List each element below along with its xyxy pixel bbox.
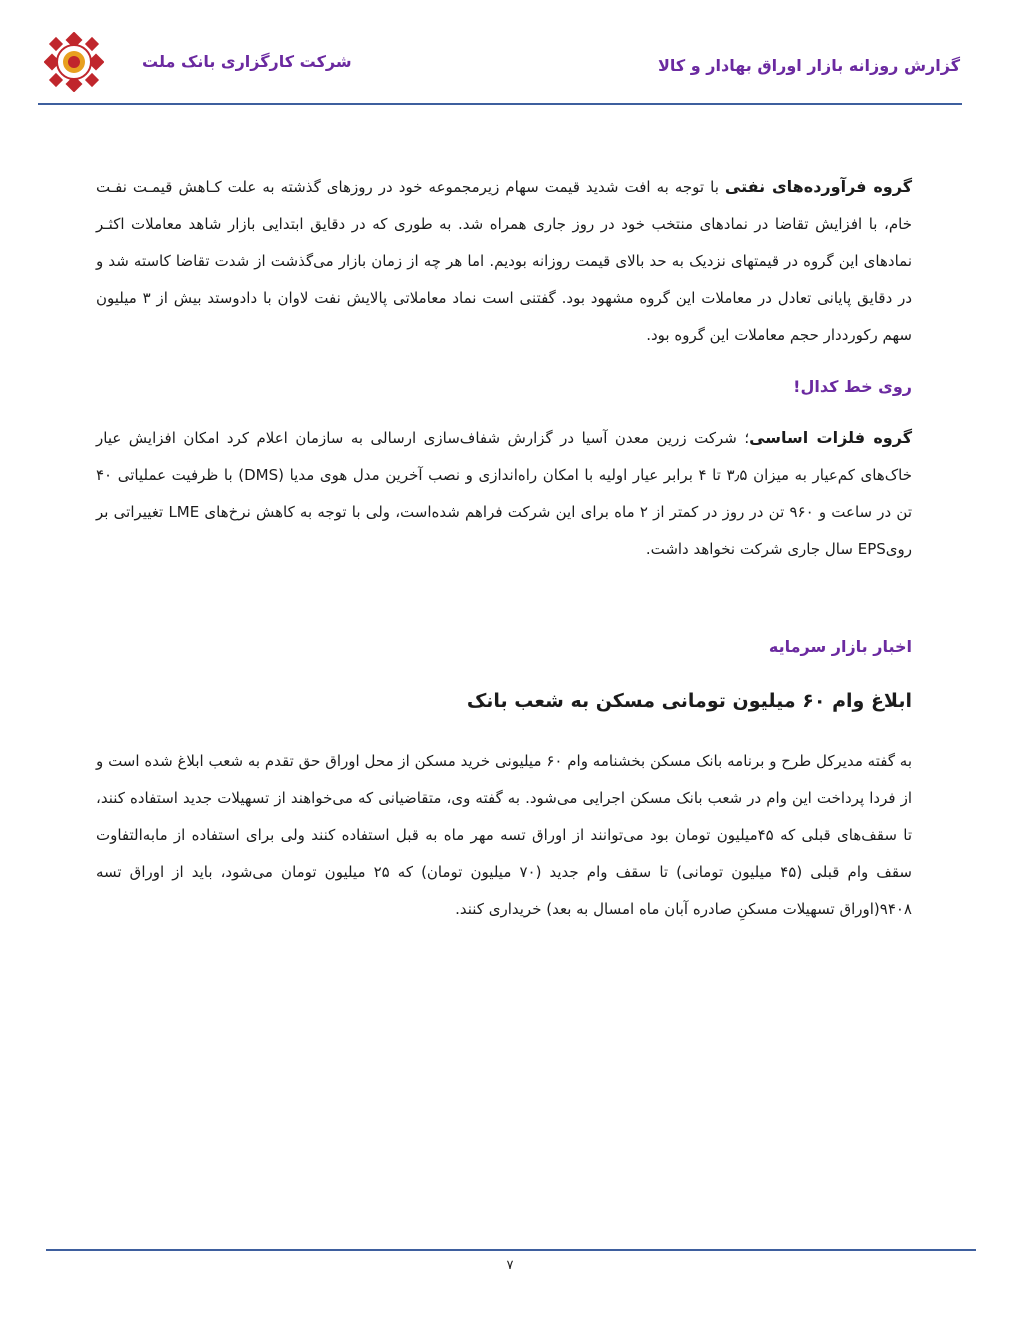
- footer-divider: [46, 1249, 976, 1251]
- report-title: گزارش روزانه بازار اوراق بهادار و کالا: [657, 56, 960, 75]
- page-number: ۷: [506, 1258, 514, 1273]
- basic-metals-paragraph: [96, 419, 912, 568]
- news-title: ابلاغ وام ۶۰ میلیون تومانی مسکن به شعب بانک: [466, 690, 912, 712]
- metals-group-text: ؛ شرکت زرین معدن آسیا در گزارش شفاف‌سازی ارسالی به سازمان اعلام کرد امکان افزایش عیار خاک‌های کم‌عیار به میزان ۳٫۵ تا ۴ برابر عیار اولیه با امکان راه‌اندازی و نصب آخرین مدل هوی مدیا (DMS) با ظرفیت عملیاتی ۴۰ تن در ساعت و ۹۶۰ تن در روز در کمتر از ۲ ماه برای این شرکت فراهم شده‌است، ولی با توجه به کاهش نرخ‌های LME تغییراتی بر رویEPS سال جاری شرکت نخواهد داشت.: [96, 429, 913, 558]
- company-name: شرکت کارگزاری بانک ملت: [142, 52, 352, 71]
- news-paragraph: به گفته مدیرکل طرح و برنامه بانک مسکن بخشنامه وام ۶۰ میلیونی خرید مسکن از محل اوراق حق تقدم به شعب ابلاغ شده است و از فردا پرداخت این وام در شعب بانک مسکن اجرایی می‌شود. به گفته وی، متقاضیانی که می‌خواهند از تسهیلات جدید استفاده کنند، تا سقف‌های قبلی که ۴۵میلیون تومان بود می‌توانند از اوراق تسه مهر ماه به قبل استفاده کنند ولی برای استفاده از مابه‌التفاوت سقف وام قبلی (۴۵ میلیون تومانی) تا سقف وام جدید (۷۰ میلیون تومان) که ۲۵ میلیون تومان می‌شود، باید از اوراق تسه ۹۴۰۸(اوراق تسهیلات مسکنِ صادره آبان ماه امسال به بعد) خریداری کنند.: [96, 752, 913, 918]
- report-body: [96, 168, 912, 928]
- oil-products-paragraph: [96, 168, 912, 354]
- metals-group-lead: گروه فلزات اساسی: [749, 428, 912, 447]
- capital-market-news-heading: اخبار بازار سرمایه: [768, 637, 912, 656]
- header-divider: [38, 103, 962, 105]
- bank-mellat-logo: [44, 32, 104, 92]
- kodal-heading: روی خط کدال!: [793, 377, 912, 396]
- oil-group-lead: گروه فرآورده‌های نفتی: [724, 177, 913, 196]
- oil-group-text: با توجه به افت شدید قیمت سهام زیرمجموعه خود در روزهای گذشته به علت کـاهش قیمـت نفـت خام، با افزایش تقاضا در نمادهای منتخب خود در روز جاری همراه شد. به طوری که در دقایق ابتدایی بازار شاهد معاملات اکثـر نمادهای این گروه در قیمتهای نزدیک به حد بالای قیمت روزانه بودیم. اما هر چه از زمان بازار می‌گذشت از شدت تقاضا کاسته شد و در دقایق پایانی تعادل در معاملات این گروه مشهود بود. گفتنی است نماد معاملاتی پالایش نفت لاوان با دادوستد بیش از ۳ میلیون سهم رکورددار حجم معاملات این گروه بود.: [96, 178, 912, 344]
